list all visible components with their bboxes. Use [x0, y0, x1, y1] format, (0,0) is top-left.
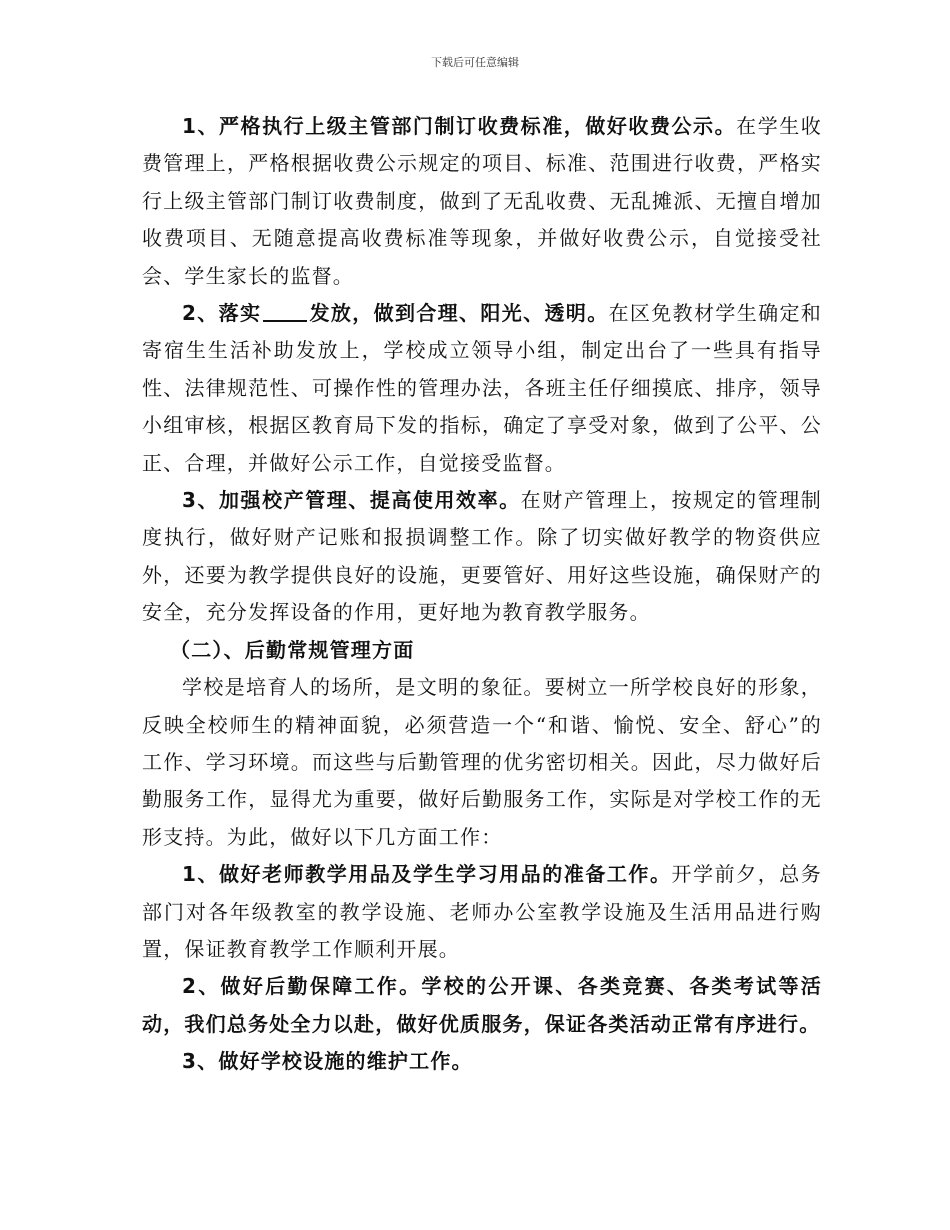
section-heading: （二）、后勤常规管理方面	[170, 637, 415, 662]
paragraph-text: 在学生收费管理上，严格根据收费公示规定的项目、标准、范围进行收费，严格实行上级主管部门制订收费制度，做到了无乱收费、无乱摊派、无擅自增加收费项目、无随意提高收费标准等现象，并做好收费公示，自觉接受社会、学生家长的监督。	[142, 114, 822, 288]
paragraph-distribution	[142, 295, 822, 482]
item-lead: 1、做好老师教学用品及学生学习用品的准备工作。	[182, 862, 672, 887]
item-facility-maintenance: 3、做好学校设施的维护工作。	[182, 1049, 473, 1074]
blank-underline	[263, 300, 307, 322]
paragraph-lead	[182, 301, 609, 325]
paragraph-fee-standards	[142, 108, 822, 295]
paragraph-text: 在财产管理上，按规定的管理制度执行，做好财产记账和报损调整工作。除了切实做好教学的物资供应外，还要为教学提供良好的设施，更要管好、用好这些设施，确保财产的安全，充分发挥设备的作用，更好地为教育教学服务。	[142, 488, 822, 625]
item-text: 开学前夕，总务部门对各年级教室的教学设施、老师办公室教学设施及生活用品进行购置，保证教育教学工作顺利开展。	[142, 862, 823, 961]
item-logistics-support: 2、做好后勤保障工作。学校的公开课、各类竞赛、各类考试等活动，我们总务处全力以赴，做好优质服务，保证各类活动正常有序进行。	[142, 974, 822, 1036]
document-body	[142, 108, 822, 1081]
item-supplies	[142, 856, 822, 968]
paragraph-asset-management	[142, 482, 822, 632]
paragraph-text: 在区免教材学生确定和寄宿生生活补助发放上，学校成立领导小组，制定出台了一些具有指导性、法律规范性、可操作性的管理办法，各班主任仔细摸底、排序，领导小组审核，根据区教育局下发的指标，确定了享受对象，做到了公平、公正、合理，并做好公示工作，自觉接受监督。	[142, 301, 822, 475]
paragraph-intro: 学校是培育人的场所，是文明的象征。要树立一所学校良好的形象，反映全校师生的精神面貌，必须营造一个“和谐、愉悦、安全、舒心”的工作、学习环境。而这些与后勤管理的优劣密切相关。因此，尽力做好后勤服务工作，显得尤为重要，做好后勤服务工作，实际是对学校工作的无形支持。为此，做好以下几方面工作：	[142, 675, 822, 849]
header-note: 下载后可任意编辑	[431, 56, 519, 69]
paragraph-lead: 1、严格执行上级主管部门制订收费标准，做好收费公示。	[182, 114, 737, 138]
lead-after-blank: 发放，做到合理、阳光、透明。	[309, 301, 609, 326]
lead-before-blank: 2、落实	[182, 301, 262, 326]
paragraph-lead: 3、加强校产管理、提高使用效率。	[182, 488, 521, 513]
